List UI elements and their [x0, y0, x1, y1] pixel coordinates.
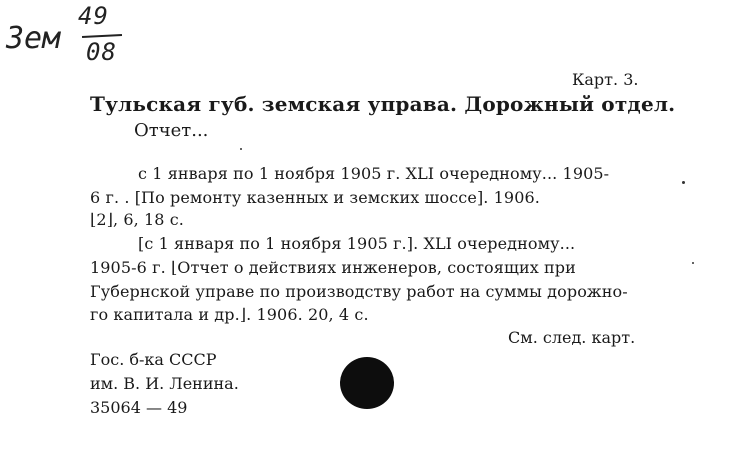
body-line: с 1 января по 1 ноября 1905 г. XLI очередному... 1905- [138, 164, 610, 183]
shelfmark-prefix: Зем [6, 21, 61, 56]
library-stamp-line: им. В. И. Ленина. [90, 374, 239, 393]
see-next-card-note: См. след. карт. [508, 328, 636, 347]
library-stamp-line: 35064 — 49 [90, 398, 188, 417]
scan-speck [240, 148, 242, 150]
shelfmark-top: 49 [78, 2, 109, 30]
body-line: 1905-6 г. ⌊Отчет о действиях инженеров, состоящих при [90, 258, 576, 277]
report-title: Отчет... [134, 120, 209, 141]
body-line: [с 1 января по 1 ноября 1905 г.]. XLI очередному... [138, 234, 576, 253]
card-number: Карт. 3. [572, 70, 639, 89]
punch-hole [340, 357, 394, 409]
library-stamp-line: Гос. б-ка СССР [90, 350, 217, 369]
scan-speck [692, 262, 694, 264]
body-line: Губернской управе по производству работ на суммы дорожно- [90, 282, 628, 301]
scan-speck [682, 181, 685, 184]
shelfmark-bottom: 08 [86, 38, 117, 66]
body-line: ⌊2⌋, 6, 18 с. [90, 210, 184, 229]
body-line: го капитала и др.⌋. 1906. 20, 4 с. [90, 305, 369, 324]
card-heading: Тульская губ. земская управа. Дорожный отдел. [90, 92, 676, 116]
body-line: 6 г. . [По ремонту казенных и земских шоссе]. 1906. [90, 188, 540, 207]
